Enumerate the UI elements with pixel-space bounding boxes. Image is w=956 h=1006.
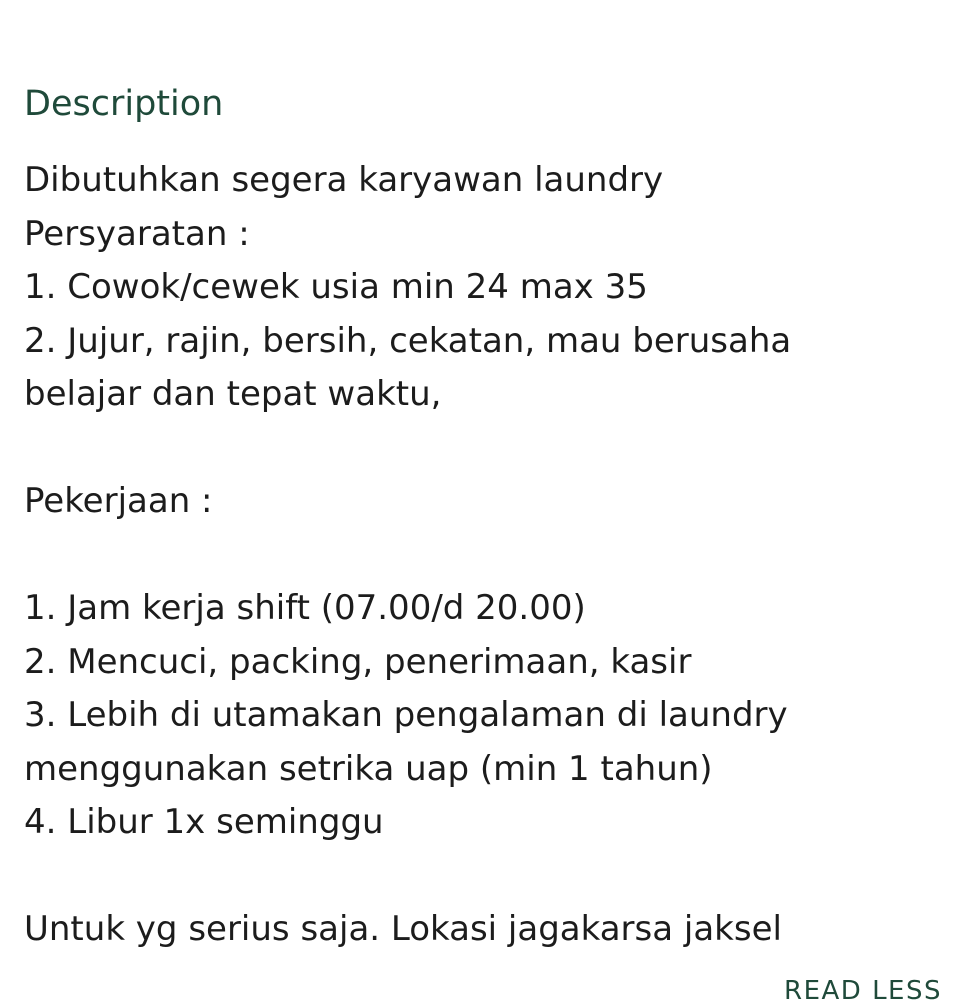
- description-text: [24, 154, 924, 957]
- description-line: Pekerjaan :: [24, 481, 213, 521]
- description-line: 1. Jam kerja shift (07.00/d 20.00): [24, 588, 586, 628]
- description-line: 1. Cowok/cewek usia min 24 max 35: [24, 267, 648, 307]
- description-heading: Description: [24, 84, 224, 124]
- description-line: 3. Lebih di utamakan pengalaman di laundry: [24, 695, 788, 735]
- description-line: belajar dan tepat waktu,: [24, 374, 442, 414]
- description-blank-line: [24, 529, 924, 583]
- read-less-link[interactable]: READ LESS: [784, 976, 942, 1006]
- description-line: 2. Mencuci, packing, penerimaan, kasir: [24, 641, 692, 682]
- description-line: 4. Libur 1x seminggu: [24, 802, 384, 842]
- description-line: Persyaratan :: [24, 213, 250, 254]
- description-line: Untuk yg serius saja. Lokasi jagakarsa jaksel: [24, 909, 782, 949]
- description-blank-line: [24, 422, 924, 476]
- description-line: 2. Jujur, rajin, bersih, cekatan, mau berusaha: [24, 320, 792, 361]
- description-line: Dibutuhkan segera karyawan laundry: [24, 160, 664, 200]
- description-blank-line: [24, 850, 924, 904]
- description-line: menggunakan setrika uap (min 1 tahun): [24, 748, 713, 789]
